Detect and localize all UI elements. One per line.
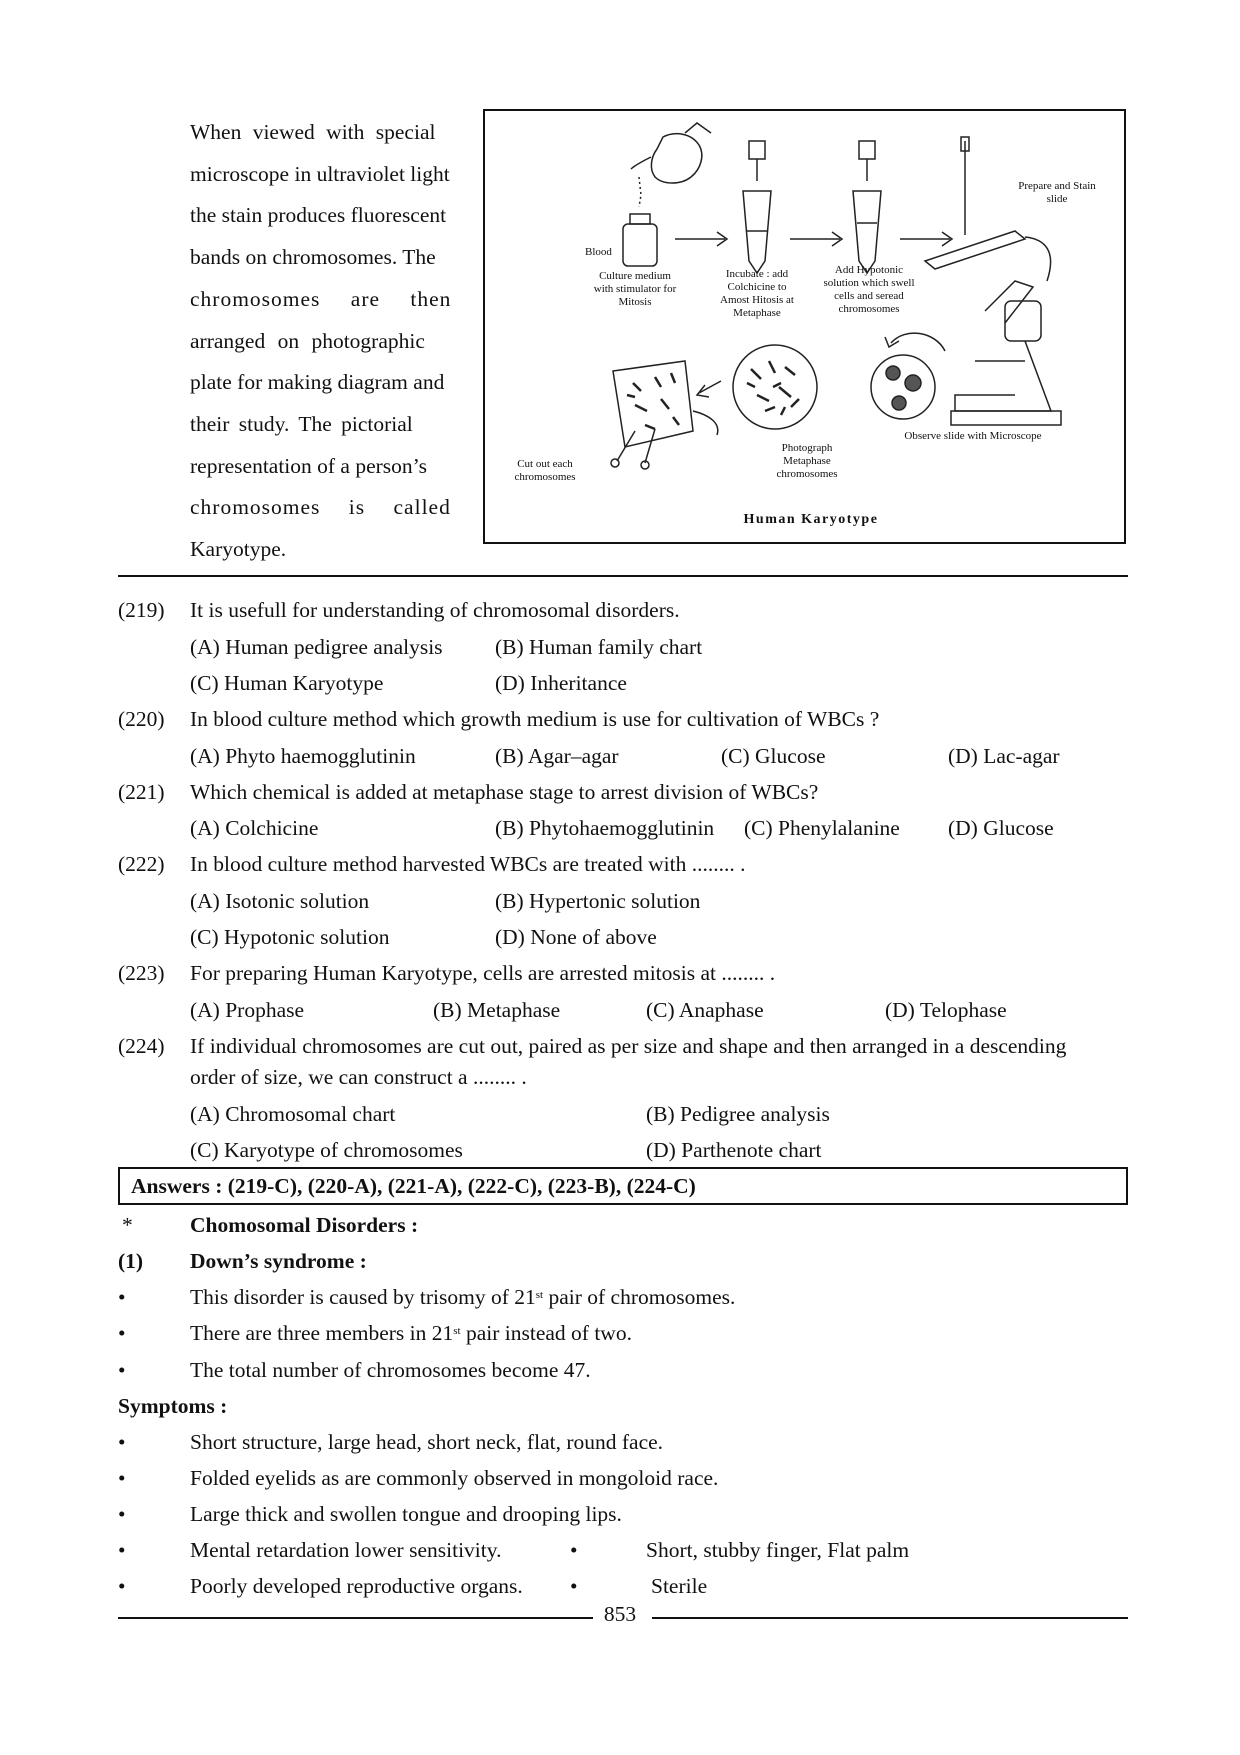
observe-circle-icon <box>871 333 945 419</box>
bullet: • <box>118 1502 126 1526</box>
option: (D) Glucose <box>948 816 1054 840</box>
label-incubate: Amost Hitosis at <box>720 294 794 306</box>
question-number: (223) <box>118 961 165 985</box>
label-cutout: Cut out each <box>517 458 573 470</box>
label-prepare: Prepare and Stain <box>1018 180 1096 192</box>
section-divider <box>118 575 1128 577</box>
symptom-text: Sterile <box>651 1574 708 1598</box>
intro-line: their study. The pictorial <box>190 411 413 436</box>
intro-line: When viewed with special <box>190 120 436 144</box>
option: (B) Human family chart <box>495 635 703 659</box>
bullet: • <box>570 1538 578 1562</box>
point-text: The total number of chromosomes become 47. <box>190 1358 591 1382</box>
option: (B) Agar–agar <box>495 744 619 768</box>
question-number: (219) <box>118 598 165 622</box>
question-number: (220) <box>118 707 165 731</box>
bullet: • <box>118 1574 126 1598</box>
question-text: It is usefull for understanding of chromosomal disorders. <box>190 598 680 622</box>
label-observe: Observe slide with Microscope <box>904 430 1042 442</box>
process-arrows <box>675 232 952 246</box>
karyotype-illustration <box>485 111 1128 546</box>
bullet: • <box>570 1574 578 1598</box>
label-incubate: Incubate : add <box>725 268 789 280</box>
option: (A) Phyto haemogglutinin <box>190 744 416 768</box>
option: (D) Parthenote chart <box>646 1138 822 1162</box>
label-photograph: chromosomes <box>776 468 838 480</box>
question-number: (222) <box>118 852 165 876</box>
metaphase-circle-icon <box>697 345 817 429</box>
option: (C) Glucose <box>721 744 826 768</box>
intro-line: plate for making diagram and <box>190 370 445 395</box>
blood-bottle-icon <box>623 214 657 266</box>
question-text: Which chemical is added at metaphase stage to arrest division of WBCs? <box>190 780 819 804</box>
option: (B) Pedigree analysis <box>646 1102 830 1126</box>
option: (D) None of above <box>495 925 657 949</box>
label-hypotonic: chromosomes <box>838 303 900 315</box>
option: (D) Telophase <box>885 998 1007 1022</box>
option: (A) Human pedigree analysis <box>190 635 443 659</box>
label-hypotonic: solution which swell <box>823 277 915 289</box>
label-culture: Mitosis <box>618 296 652 308</box>
label-hypotonic: cells and seread <box>834 290 904 302</box>
page-number: 853 <box>603 1602 637 1626</box>
intro-paragraph <box>190 112 452 571</box>
option: (C) Phenylalanine <box>744 816 900 840</box>
option: (C) Hypotonic solution <box>190 925 390 949</box>
microscope-icon <box>951 281 1061 425</box>
point-text <box>190 1318 632 1348</box>
option: (C) Karyotype of chromosomes <box>190 1138 463 1162</box>
intro-line: Karyotype. <box>190 537 287 562</box>
section-heading: Chomosomal Disorders : <box>190 1213 419 1237</box>
option: (A) Isotonic solution <box>190 889 370 913</box>
label-cutout: chromosomes <box>514 471 576 483</box>
sub-number: (1) <box>118 1249 144 1273</box>
option: (C) Anaphase <box>646 998 764 1022</box>
label-culture: with stimulator for <box>593 283 677 295</box>
intro-line: the stain produces fluorescent <box>190 203 447 228</box>
question-text: If individual chromosomes are cut out, paired as per size and shape and then arranged in a descending <box>190 1034 1067 1058</box>
symptom-text: Folded eyelids as are commonly observed in mongoloid race. <box>190 1466 719 1490</box>
intro-line: chromosomes is called <box>190 495 451 520</box>
label-blood: Blood <box>585 246 612 258</box>
question-text: In blood culture method harvested WBCs are treated with ........ . <box>190 852 746 876</box>
answers-box <box>118 1167 1128 1205</box>
label-incubate: Metaphase <box>733 307 781 319</box>
symptom-text: Poorly developed reproductive organs. <box>190 1574 523 1598</box>
ordinal-suffix: st <box>535 1289 544 1301</box>
intro-line: chromosomes are then <box>190 286 452 311</box>
option: (A) Chromosomal chart <box>190 1102 396 1126</box>
label-prepare: slide <box>1046 193 1068 205</box>
point-text-part: This disorder is caused by trisomy of 21 <box>190 1285 536 1309</box>
symptom-text: Short, stubby finger, Flat palm <box>646 1538 910 1562</box>
label-photograph: Photograph <box>781 442 833 454</box>
option: (C) Human Karyotype <box>190 671 384 695</box>
hand-icon <box>631 123 711 207</box>
figure-title: Human Karyotype <box>743 512 879 527</box>
option: (A) Colchicine <box>190 816 319 840</box>
sub-heading: Down’s syndrome : <box>190 1249 367 1273</box>
label-culture: Culture medium <box>599 270 671 282</box>
star-marker: * <box>122 1213 133 1237</box>
question-text: In blood culture method which growth medium is use for cultivation of WBCs ? <box>190 707 880 731</box>
ordinal-suffix: st <box>453 1325 461 1337</box>
bullet: • <box>118 1321 126 1345</box>
symptom-text: Mental retardation lower sensitivity. <box>190 1538 502 1562</box>
point-text-part: pair of chromosomes. <box>543 1285 736 1309</box>
point-text-part: There are three members in 21 <box>190 1321 454 1345</box>
tube-icon <box>743 141 771 273</box>
point-text-part: pair instead of two. <box>460 1321 632 1345</box>
label-hypotonic: Add Hypotonic <box>834 264 904 276</box>
symptom-text: Large thick and swollen tongue and drooping lips. <box>190 1502 622 1526</box>
label-incubate: Colchicine to <box>727 281 787 293</box>
option: (D) Lac-agar <box>948 744 1060 768</box>
intro-line: bands on chromosomes. The <box>190 245 436 270</box>
option: (B) Metaphase <box>433 998 561 1022</box>
point-text <box>190 1282 735 1312</box>
bullet: • <box>118 1430 126 1454</box>
tube-icon <box>853 141 881 273</box>
karyotype-figure <box>483 109 1126 544</box>
intro-line: microscope in ultraviolet light <box>190 161 450 186</box>
question-text: order of size, we can construct a ........ . <box>190 1065 527 1089</box>
question-number: (224) <box>118 1034 165 1058</box>
bullet: • <box>118 1358 126 1382</box>
bullet: • <box>118 1538 126 1562</box>
question-text: For preparing Human Karyotype, cells are arrested mitosis at ........ . <box>190 961 776 985</box>
label-photograph: Metaphase <box>783 455 831 467</box>
intro-line: arranged on photographic <box>190 328 425 353</box>
option: (A) Prophase <box>190 998 305 1022</box>
bullet: • <box>118 1285 126 1309</box>
option: (B) Phytohaemogglutinin <box>495 816 715 840</box>
slide-icon <box>925 137 1051 281</box>
question-number: (221) <box>118 780 165 804</box>
answers-text: Answers : (219-C), (220-A), (221-A), (222-C), (223-B), (224-C) <box>131 1174 696 1198</box>
option: (D) Inheritance <box>495 671 627 695</box>
bullet: • <box>118 1466 126 1490</box>
symptoms-heading: Symptoms : <box>118 1394 228 1418</box>
intro-line: representation of a person’s <box>190 453 428 478</box>
symptom-text: Short structure, large head, short neck, flat, round face. <box>190 1430 664 1454</box>
option: (B) Hypertonic solution <box>495 889 701 913</box>
cutout-chromosomes-icon <box>611 361 718 469</box>
